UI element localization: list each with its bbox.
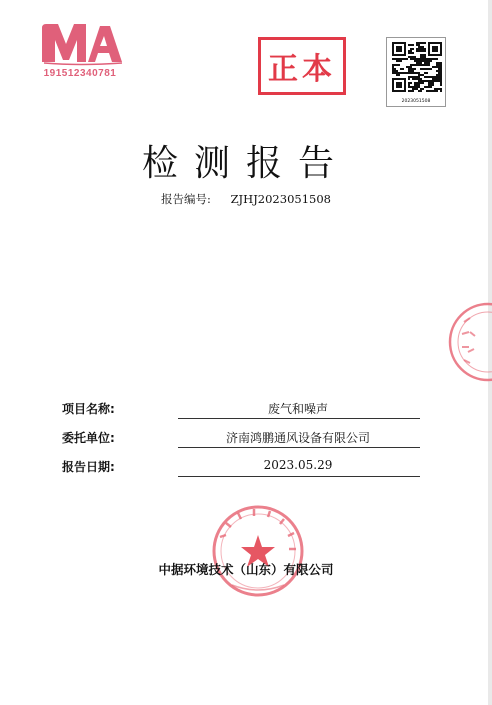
report-date-value: 2023.05.29 <box>263 458 333 472</box>
client-label: 委托单位: <box>62 431 115 445</box>
report-number-label: 报告编号: <box>161 192 211 206</box>
qr-code-icon <box>392 42 442 92</box>
underline <box>178 476 420 477</box>
project-name-value: 废气和噪声 <box>267 402 328 416</box>
company-seal-stamp <box>202 503 314 599</box>
cma-logo-icon <box>36 22 124 66</box>
qr-code-frame <box>386 37 446 107</box>
original-copy-stamp <box>258 37 346 95</box>
field-row-date <box>62 456 420 476</box>
report-number <box>0 191 492 207</box>
underline <box>178 447 420 448</box>
project-name-label: 项目名称: <box>62 402 115 416</box>
issuing-company: 中据环境技术（山东）有限公司 <box>158 562 334 577</box>
cma-number: 191512340781 <box>43 68 117 79</box>
report-date-label: 报告日期: <box>62 460 115 474</box>
cma-logo <box>36 22 124 84</box>
qr-caption: 2023051508 <box>401 99 431 104</box>
field-row-project <box>62 398 420 418</box>
client-value: 济南鸿鹏通风设备有限公司 <box>225 431 370 445</box>
side-seal-stamp <box>440 292 492 392</box>
original-copy-stamp-text: 正本 <box>268 52 336 87</box>
page-title: 检测报告 <box>141 143 350 184</box>
field-row-client <box>62 427 420 447</box>
underline <box>178 418 420 419</box>
report-number-value: ZJHJ2023051508 <box>230 192 331 206</box>
